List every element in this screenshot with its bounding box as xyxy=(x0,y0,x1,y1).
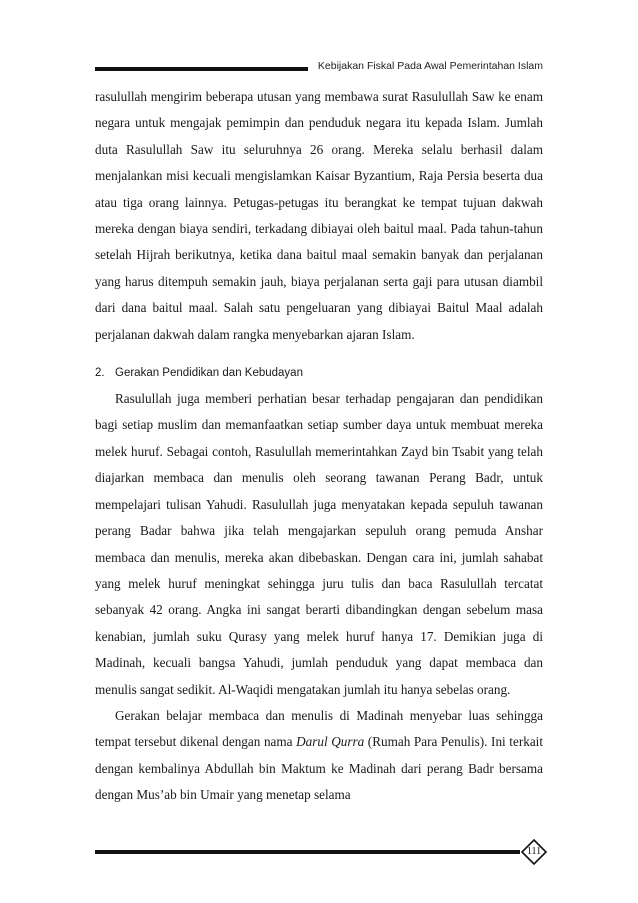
running-header: Kebijakan Fiskal Pada Awal Pemerintahan Islam xyxy=(317,60,543,72)
header-rule xyxy=(95,67,308,71)
section-title: Gerakan Pendidikan dan Kebudayan xyxy=(115,367,303,380)
section-heading xyxy=(95,360,543,386)
paragraph-3-text-b: (Rumah Para Penulis). Ini terkait dengan kembalinya Abdullah bin Maktum ke Madinah dari perang Badr bersama dengan Mus’ab bin Umair yang menetap selama xyxy=(95,734,543,803)
section-number: 2. xyxy=(95,367,105,380)
page-number: 111 xyxy=(526,846,542,857)
darul-qurra-term: Darul Qurra xyxy=(296,734,365,750)
paragraph-1: rasulullah mengirim beberapa utusan yang membawa surat Rasulullah Saw ke enam negara untuk mengajak pemimpin dan penduduk negara itu kepada Islam. Jumlah duta Rasulullah Saw itu seluruhnya 26 orang. Mereka selalu berhasil dalam menjalankan misi kecuali mengislamkan Kaisar Byzantium, Raja Persia beserta dua atau tiga orang lainnya. Petugas-petugas itu berangkat ke tempat tujuan dakwah mereka dengan biaya sendiri, terkadang dibiayai oleh baitul maal. Pada tahun-tahun setelah Hijrah berikutnya, ketika dana baitul maal semakin banyak dan perjalanan yang harus ditempuh semakin jauh, biaya perjalanan serta gaji para utusan diambil dari dana baitul maal. Salah satu pengeluaran yang dibiayai Baitul Maal adalah perjalanan dakwah dalam rangka menyebarkan ajaran Islam. xyxy=(95,89,543,342)
paragraph-2: Rasulullah juga memberi perhatian besar terhadap pengajaran dan pendidikan bagi setiap muslim dan memanfaatkan setiap sumber daya untuk membuat mereka melek huruf. Sebagai contoh, Rasulullah memerintahkan Zayd bin Tsabit yang telah diajarkan membaca dan menulis oleh seorang tawanan Perang Badr, untuk mempelajari tulisan Yahudi. Rasulullah juga menyatakan kepada sepuluh tawanan perang Badar bahwa jika telah mengajarkan sepuluh orang pemuda Anshar membaca dan menulis, mereka akan dibebaskan. Dengan cara ini, jumlah sahabat yang melek huruf meningkat sehingga juru tulis dan baca Rasulullah tercatat sebanyak 42 orang. Angka ini sangat berarti dibandingkan dengan sebelum masa kenabian, jumlah suku Qurasy yang melek huruf hanya 17. Demikian juga di Madinah, kecuali bangsa Yahudi, jumlah penduduk yang dapat membaca dan menulis sangat sedikit. Al-Waqidi mengatakan jumlah itu hanya sebelas orang. xyxy=(95,391,543,697)
body-text xyxy=(95,84,543,809)
paragraph-3-text-a: Gerakan belajar membaca dan menulis di Madinah menyebar luas sehingga tempat tersebut dikenal dengan nama xyxy=(95,707,543,750)
paragraph-3 xyxy=(95,703,543,809)
footer-rule xyxy=(95,850,520,854)
